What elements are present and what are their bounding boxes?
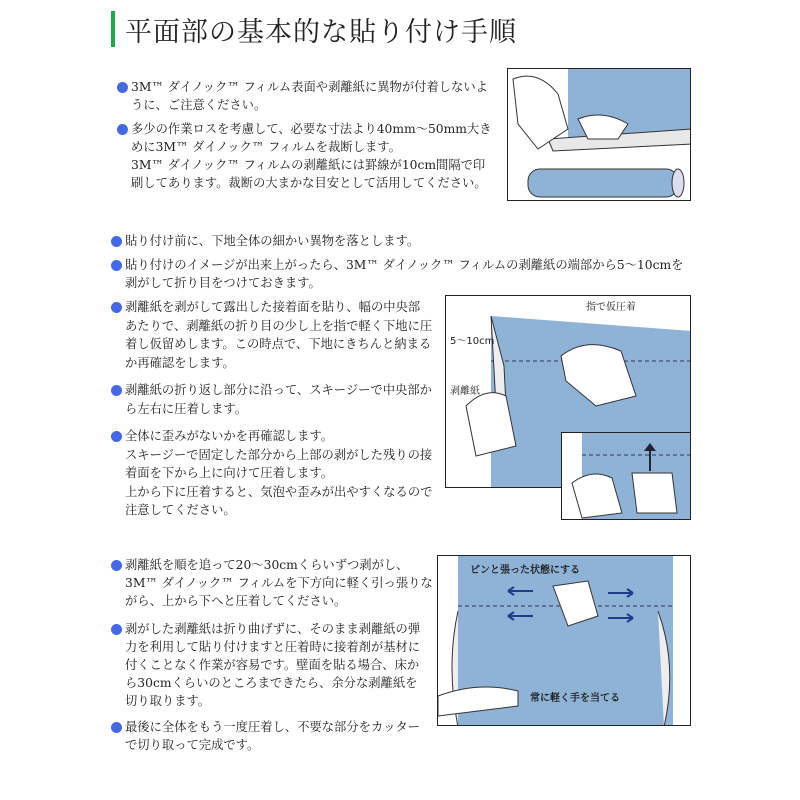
list-item (117, 120, 507, 192)
item-text: 剥がした剥離紙は折り曲げずに、そのまま剥離紙の弾 力を利用して貼り付けますと圧着時に接着剤が基材に 付くことなく作業が容易です。壁面を貼る場合、床か ら30cmくらいのところまできたら、余分な剥離紙を 切り取ります。 (125, 622, 421, 708)
bullet-icon (111, 236, 122, 247)
list-item (111, 298, 446, 372)
list-item (111, 232, 711, 250)
item-text: 貼り付け前に、下地全体の細かい異物を落とします。 (125, 234, 420, 248)
list-item (117, 78, 507, 114)
bullet-icon (111, 722, 122, 733)
item-text: 最後に全体をもう一度圧着し、不要な部分をカッター で切り取って完成です。 (125, 720, 421, 752)
list-item (111, 381, 446, 418)
section-4 (111, 556, 446, 760)
figure-squeegee-inset (561, 432, 691, 520)
title-accent-bar (111, 11, 115, 47)
list-item (111, 427, 446, 520)
bullet-icon (117, 82, 128, 93)
figure-press-down (437, 555, 691, 726)
bullet-icon (111, 431, 122, 442)
item-text: 全体に歪みがないかを再確認します。 スキージーで固定した部分から上部の剥がした残りの接 着面を下から上に向けて圧着します。 上から下に圧着すると、気泡や歪みが出やすくなるので 注意してください。 (125, 429, 433, 517)
list-item (111, 620, 446, 710)
list-item (111, 556, 446, 610)
item-text: 剥離紙の折り返し部分に沿って、スキージーで中央部か ら左右に圧着します。 (125, 383, 432, 416)
label-finger-tack: 指で仮圧着 (586, 302, 636, 313)
item-text: 3M™ ダイノック™ フィルム表面や剥離紙に異物が付着しないよ うに、ご注意ください。 (131, 80, 488, 112)
item-text: 貼り付けのイメージが出来上がったら、3M™ ダイノック™ フィルムの剥離紙の端部から5〜10cmを 剥がして折り目をつけておきます。 (125, 258, 684, 290)
item-text: 剥離紙を剥がして露出した接着面を貼り、幅の中央部 あたりで、剥離紙の折り目の少し上を指で軽く下地に圧 着し仮留めします。この時点で、下地にきちんと納まる か再確認をします。 (125, 300, 433, 370)
label-hand: 常に軽く手を当てる (530, 693, 620, 704)
bullet-icon (111, 560, 122, 571)
bullet-icon (117, 124, 128, 135)
list-item (111, 256, 711, 292)
item-text: 多少の作業ロスを考慮して、必要な寸法より40mm〜50mm大き めに3M™ ダイノック™ フィルムを裁断します。 3M™ ダイノック™ フィルムの剥離紙には罫線が10cm間隔で印 刷してあります。裁断の大まかな目安として活用してください。 (131, 122, 492, 190)
page-title (111, 10, 517, 48)
bullet-icon (111, 624, 122, 635)
section-1 (117, 78, 507, 198)
section-3 (111, 298, 446, 526)
bullet-icon (111, 302, 122, 313)
label-taut: ピンと張った状態にする (470, 565, 580, 576)
bullet-icon (111, 385, 122, 396)
item-text: 剥離紙を順を追って20〜30cmくらいずつ剥がし、 3M™ ダイノック™ フィルムを下方向に軽く引っ張りな がら、上から下へと圧着してください。 (125, 558, 433, 608)
label-release-liner: 剥離紙 (450, 386, 480, 397)
section-2 (111, 232, 711, 298)
title-text: 平面部の基本的な貼り付け手順 (125, 16, 517, 48)
list-item (111, 718, 446, 754)
figure-cutting-film (507, 68, 691, 201)
label-size: 5〜10cm (450, 336, 495, 347)
bullet-icon (111, 260, 122, 271)
